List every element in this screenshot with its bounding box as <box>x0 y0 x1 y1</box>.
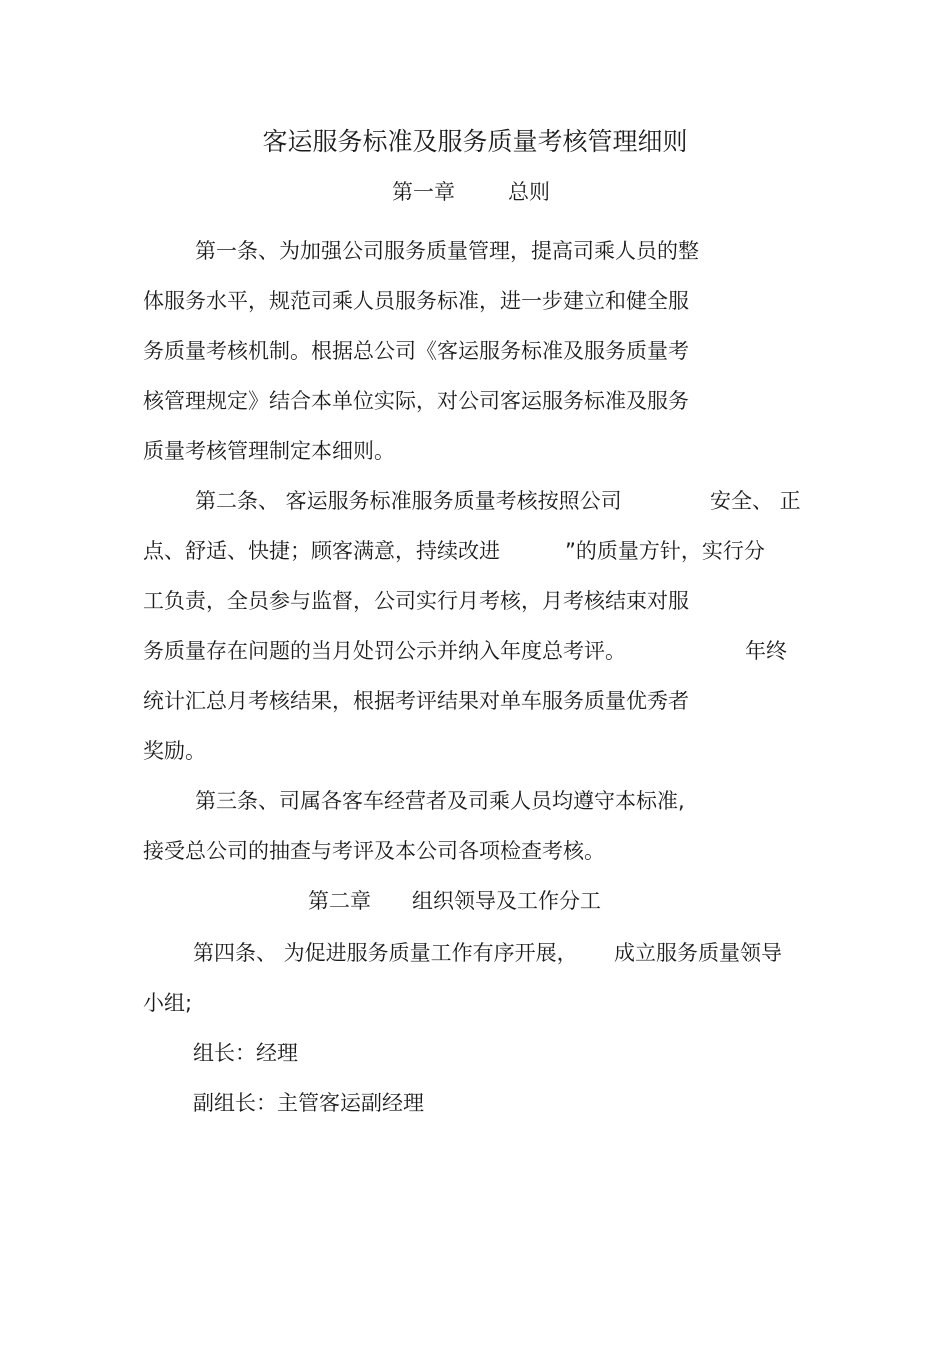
article1-line: 务质量考核机制。根据总公司《客运服务标准及服务质量考 <box>143 339 689 363</box>
article4-line: 第四条、 为促进服务质量工作有序开展， <box>193 941 578 965</box>
article3-line: 第三条、司属各客车经营者及司乘人员均遵守本标准, <box>195 789 685 813</box>
article2-line: 奖励。 <box>143 739 206 763</box>
article2-line: 第二条、 客运服务标准服务质量考核按照公司 <box>195 489 622 513</box>
article1-line: 体服务水平，规范司乘人员服务标准，进一步建立和健全服 <box>143 289 689 313</box>
leader-line: 组长：经理 <box>193 1041 298 1065</box>
article3-line: 接受总公司的抽查与考评及本公司各项检查考核。 <box>143 839 605 863</box>
article1-line: 核管理规定》结合本单位实际，对公司客运服务标准及服务 <box>143 389 689 413</box>
article1-line: 质量考核管理制定本细则。 <box>143 439 395 463</box>
article2-line: 工负责，全员参与监督，公司实行月考核，月考核结束对服 <box>143 589 689 613</box>
chapter2-name: 组织领导及工作分工 <box>412 889 601 913</box>
article2-line: ”的质量方针，实行分 <box>565 539 765 563</box>
chapter2-label: 第二章 <box>308 889 371 913</box>
article4-line: 小组; <box>143 991 193 1015</box>
deputy-leader-line: 副组长：主管客运副经理 <box>193 1091 424 1115</box>
article4-line: 成立服务质量领导 <box>614 941 782 965</box>
article2-line: 点、舒适、快捷；顾客满意，持续改进 <box>143 539 500 563</box>
article2-line: 统计汇总月考核结果，根据考评结果对单车服务质量优秀者 <box>143 689 689 713</box>
article2-line: 务质量存在问题的当月处罚公示并纳入年度总考评。 <box>143 639 626 663</box>
article2-line: 安全、 正 <box>710 489 801 513</box>
article1-line: 第一条、为加强公司服务质量管理，提高司乘人员的整 <box>195 239 699 263</box>
article2-line: 年终 <box>745 639 787 663</box>
document-title: 客运服务标准及服务质量考核管理细则 <box>262 127 688 156</box>
chapter1-name: 总则 <box>508 180 550 204</box>
chapter1-label: 第一章 <box>392 180 455 204</box>
